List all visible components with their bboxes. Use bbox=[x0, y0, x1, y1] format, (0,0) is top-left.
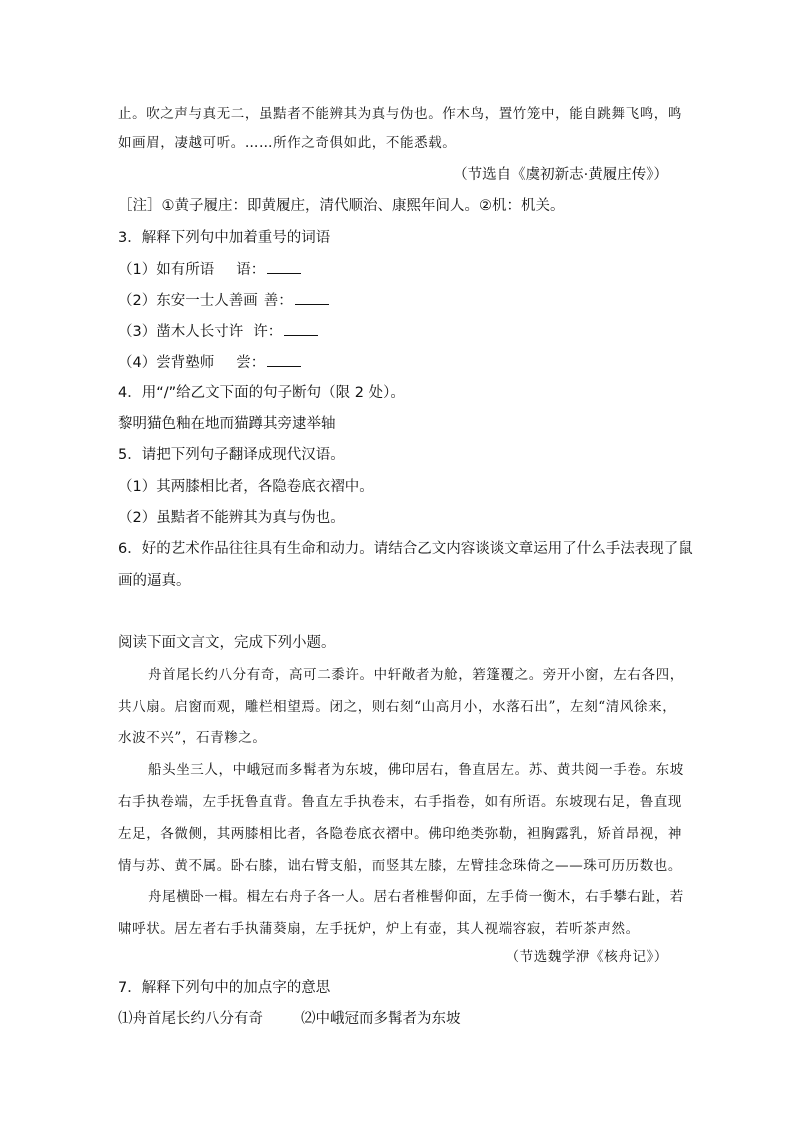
item-text: （3）凿木人长寸许 bbox=[118, 324, 244, 340]
answer-blank[interactable] bbox=[295, 290, 329, 305]
reading-line: 左足，各微侧，其两膝相比者，各隐卷底衣褶中。佛印绝类弥勒，袒胸露乳，矫首昂视，神 bbox=[118, 826, 682, 842]
item-text: （1）如有所语 bbox=[118, 262, 215, 278]
reading-line: 舟尾横卧一楫。楫左右舟子各一人。居右者椎髻仰面，左手倚一衡木，右手攀右趾，若 bbox=[148, 889, 684, 905]
annotation-note: ［注］①黄子履庄：即黄履庄，清代顺治、康熙年间人。②机：机关。 bbox=[118, 198, 565, 214]
question-4-title: 4．用“/”给乙文下面的句子断句（限 2 处）。 bbox=[118, 385, 405, 401]
passage-source: （节选自《虞初新志·黄履庄传》） bbox=[453, 167, 668, 183]
reading-line: 情与苏、黄不属。卧右膝，诎右臂支船，而竖其左膝，左臂挂念珠倚之——珠可历历数也。 bbox=[118, 858, 682, 874]
answer-blank[interactable] bbox=[267, 259, 301, 274]
reading-line: 船头坐三人，中峨冠而多髯者为东坡，佛印居右，鲁直居左。苏、黄共阅一手卷。东坡 bbox=[148, 762, 684, 778]
question-3-item-1 bbox=[118, 259, 301, 280]
question-7-item-1: ⑴舟首尾长约八分有奇 bbox=[118, 1011, 263, 1027]
answer-blank[interactable] bbox=[284, 321, 318, 336]
question-3-title: 3．解释下列句中加着重号的词语 bbox=[118, 230, 331, 246]
reading-line: 右手执卷端，左手抚鲁直背。鲁直左手执卷末，右手指卷，如有所语。东坡现右足，鲁直现 bbox=[118, 794, 682, 810]
answer-blank[interactable] bbox=[267, 352, 301, 367]
reading-source: （节选魏学洢《核舟记》） bbox=[505, 949, 668, 965]
item-label: 善： bbox=[263, 293, 293, 309]
question-6-line: 画的逼真。 bbox=[118, 573, 191, 589]
item-label: 许： bbox=[253, 324, 283, 340]
item-text: （2）东安一士人善画 bbox=[118, 293, 258, 309]
question-3-item-3 bbox=[118, 321, 318, 342]
item-text: （4）尝背塾师 bbox=[118, 355, 215, 371]
question-5-item-2: （2）虽黠者不能辨其为真与伪也。 bbox=[118, 510, 345, 526]
question-6-line: 6．好的艺术作品往往具有生命和动力。请结合乙文内容谈谈文章运用了什么手法表现了鼠 bbox=[118, 541, 693, 557]
question-3-item-2 bbox=[118, 290, 329, 311]
question-7-title: 7．解释下列句中的加点字的意思 bbox=[118, 980, 331, 996]
question-3-item-4 bbox=[118, 352, 301, 373]
reading-line: 水波不兴”，石青糁之。 bbox=[118, 730, 267, 746]
question-5-item-1: （1）其两膝相比者，各隐卷底衣褶中。 bbox=[118, 479, 374, 495]
reading-line: 啸呼状。居左者右手执蒲葵扇，左手抚炉，炉上有壶，其人视端容寂，若听茶声然。 bbox=[118, 921, 640, 937]
item-label: 语： bbox=[236, 262, 266, 278]
passage-line: 如画眉，凄越可听。……所作之奇俱如此，不能悉载。 bbox=[118, 135, 457, 151]
question-5-title: 5．请把下列句子翻译成现代汉语。 bbox=[118, 447, 345, 463]
reading-intro: 阅读下面文言文，完成下列小题。 bbox=[118, 635, 336, 651]
item-label: 尝： bbox=[236, 355, 266, 371]
question-7-items bbox=[118, 1009, 461, 1029]
reading-line: 共八扇。启窗而观，雕栏相望焉。闭之，则右刻“山高月小，水落石出”，左刻“清风徐来， bbox=[118, 699, 677, 715]
question-4-sentence: 黎明猫色釉在地而猫蹲其旁逮举轴 bbox=[118, 416, 336, 432]
reading-line: 舟首尾长约八分有奇，高可二黍许。中轩敞者为舱，箬篷覆之。旁开小窗，左右各四， bbox=[148, 667, 684, 683]
passage-line: 止。吹之声与真无二，虽黠者不能辨其为真与伪也。作木鸟，置竹笼中，能自跳舞飞鸣，鸣 bbox=[118, 106, 682, 122]
question-7-item-2: ⑵中峨冠而多髯者为东坡 bbox=[301, 1011, 461, 1027]
